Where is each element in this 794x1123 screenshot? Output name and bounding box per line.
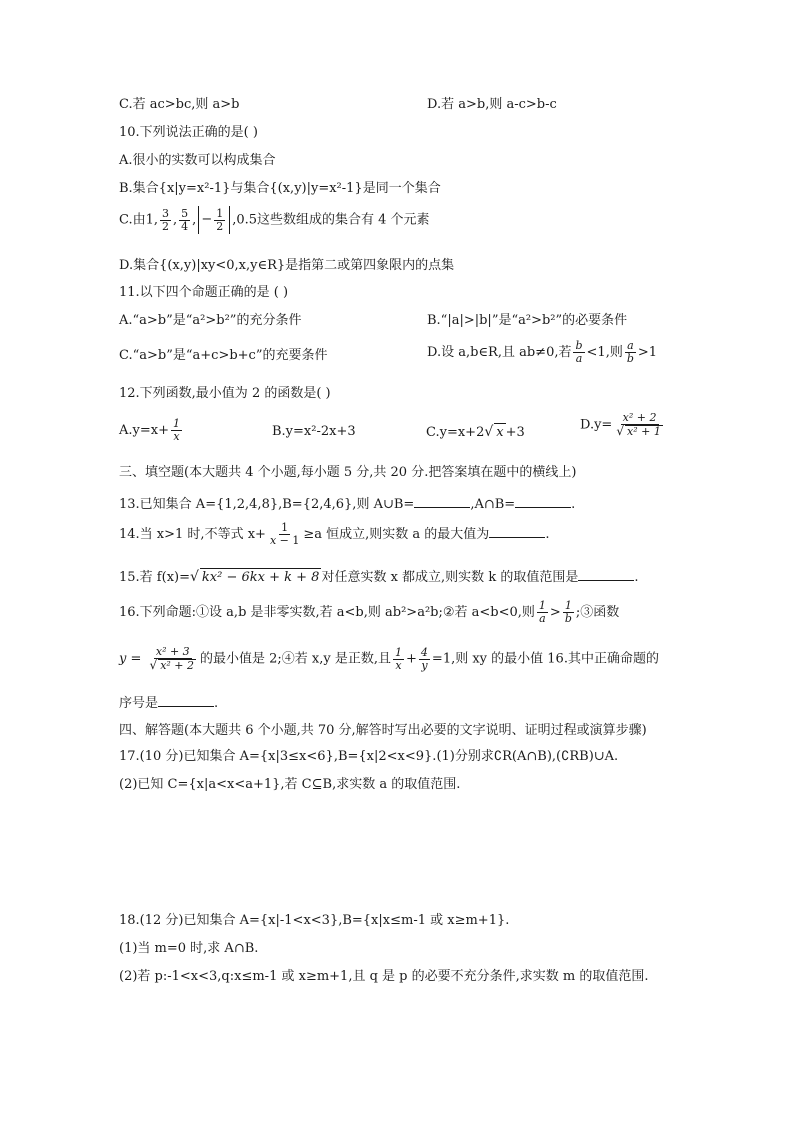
fraction: $\frac{\text{x² + 3}}{\text{√ x² + 2}}$ [149, 645, 195, 672]
q11-option-c: C.“a>b”是“a+c>b+c”的充要条件 [119, 348, 328, 363]
fraction: $\frac{1}{x}$ [395, 645, 403, 672]
answer-blank[interactable] [578, 567, 634, 581]
q10-c-suffix: ,0.5这些数组成的集合有 4 个元素 [232, 212, 430, 228]
answer-blank[interactable] [515, 494, 571, 508]
fraction: $\frac{1}{b}$ [564, 599, 572, 625]
q11-stem: 11.以下四个命题正确的是 ( ) [119, 285, 289, 300]
fraction: $\frac{1}{a}$ [538, 599, 546, 625]
q10-option-c: C.由1, $\frac{3}{2}$ , $\frac{5}{4}$ , − $\frac{1}{2}$ ,0.5这些数组成的集合有 4 个元素 [119, 206, 430, 233]
q11-option-b: B.“|a|>|b|”是“a²>b²”的必要条件 [427, 313, 628, 328]
q9-option-d: D.若 a>b,则 a-c>b-c [427, 97, 557, 112]
fraction: $\frac{3}{2}$ [162, 206, 170, 233]
q16-line-2: y = $\frac{\text{x² + 3}}{\text{√ x² + 2}}$ 的最小值是 2;④若 x,y 是正数,且 $\frac{1}{x}$ + $\frac{4}{y}$ =1,则 xy 的最小值 16.其中正确命题的 [119, 645, 659, 672]
q16-line-3: 序号是 . [119, 693, 218, 713]
q13: 13.已知集合 A={1,2,4,8},B={2,4,6},则 A∪B= ,A∩B= . [119, 494, 575, 514]
q18-line-2: (1)当 m=0 时,求 A∩B. [119, 941, 259, 956]
q17-line-2: (2)已知 C={x|a<x<a+1},若 C⊆B,求实数 a 的取值范围. [119, 777, 461, 792]
q12-option-b: B.y=x²-2x+3 [272, 424, 356, 439]
answer-blank[interactable] [489, 524, 545, 538]
q11-option-a: A.“a>b”是“a²>b²”的充分条件 [119, 313, 302, 328]
q12-option-c: C.y=x+2√ x +3 [426, 424, 525, 440]
fraction: $\frac{\text{x² + 2}}{\text{√ x² + 1}}$ [616, 411, 661, 438]
q14: 14.当 x>1 时,不等式 x+ $\frac{1}{x - 1}$ ≥a 恒成立,则实数 a 的最大值为 . [119, 521, 550, 547]
answer-blank[interactable] [414, 494, 470, 508]
fraction: $\frac{b}{a}$ [575, 339, 583, 365]
q12-stem: 12.下列函数,最小值为 2 的函数是( ) [119, 386, 331, 401]
q18-line-1: 18.(12 分)已知集合 A={x|-1<x<3},B={x|x≤m-1 或 x≥m+1}. [119, 913, 510, 928]
fraction: $\frac{a}{b}$ [626, 339, 634, 365]
section-4-heading: 四、解答题(本大题共 6 个小题,共 70 分,解答时写出必要的文字说明、证明过程或演算步骤) [119, 723, 647, 738]
q10-option-d: D.集合{(x,y)|xy<0,x,y∈R}是指第二或第四象限内的点集 [119, 258, 455, 273]
fraction: $\frac{5}{4}$ [181, 206, 189, 233]
q18-line-3: (2)若 p:-1<x<3,q:x≤m-1 或 x≥m+1,且 q 是 p 的必要不充分条件,求实数 m 的取值范围. [119, 969, 649, 984]
q10-stem: 10.下列说法正确的是( ) [119, 125, 258, 140]
q15: 15.若 f(x)=√ kx² − 6kx + k + 8 对任意实数 x 都成立,则实数 k 的取值范围是 . [119, 569, 639, 585]
q12-option-d: D.y= $\frac{\text{x² + 2}}{\text{√ x² + 1}}$ [580, 412, 667, 438]
fraction: $\frac{1}{x - 1}$ [269, 521, 300, 547]
q10-option-b: B.集合{x|y=x²-1}与集合{(x,y)|y=x²-1}是同一个集合 [119, 181, 441, 196]
q17-line-1: 17.(10 分)已知集合 A={x|3≤x<6},B={x|2<x<9}.(1)分别求∁R(A∩B),(∁RB)∪A. [119, 749, 619, 764]
q10-c-prefix: C.由1, [119, 212, 159, 228]
section-3-heading: 三、填空题(本大题共 4 个小题,每小题 5 分,共 20 分.把答案填在题中的横线上) [119, 465, 577, 480]
fraction: $\frac{1}{2}$ [216, 206, 224, 233]
q10-option-a: A.很小的实数可以构成集合 [119, 153, 276, 168]
q12-option-a: A.y=x+ $\frac{1}{x}$ [119, 417, 180, 443]
q11-option-d: D.设 a,b∈R,且 ab≠0,若 $\frac{b}{a}$ <1,则 $\frac{a}{b}$ >1 [427, 339, 658, 365]
fraction: $\frac{4}{y}$ [420, 645, 428, 672]
absolute-value: − $\frac{1}{2}$ [196, 206, 232, 234]
fraction: $\frac{1}{x}$ [172, 417, 180, 443]
answer-blank[interactable] [158, 693, 214, 707]
q9-option-c: C.若 ac>bc,则 a>b [119, 97, 240, 112]
q16-line-1: 16.下列命题:①设 a,b 是非零实数,若 a<b,则 ab²>a²b;②若 a<b<0,则 $\frac{1}{a}$ > $\frac{1}{b}$ ;③函数 [119, 599, 620, 625]
